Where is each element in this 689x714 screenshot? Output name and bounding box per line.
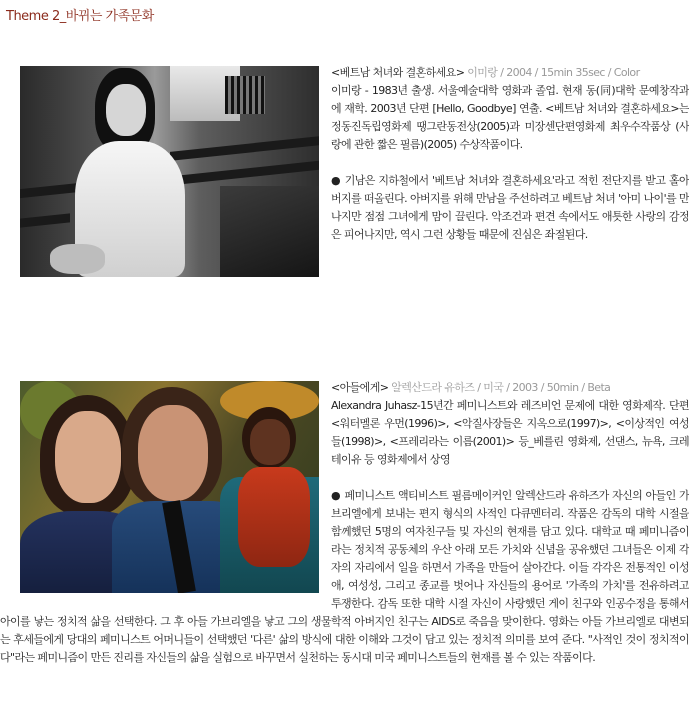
film-2-meta: 알렉산드라 유하즈 / 미국 / 2003 / 50min / Beta: [391, 381, 611, 394]
woman-left-face: [55, 411, 121, 503]
film-1-bio: 이미랑 - 1983년 출생. 서울예술대학 영화과 졸업. 현재 동(同)대학 문예창작과에 재학. 2003년 단편 [Hello, Goodbye] 연출. <베트남 처녀와 결혼하세요>는 정동진독립영화제 땡그란동전상(2005)과 미장센단편영화제 최우수작품상 (사랑에 관한 짧은 필름)(2005) 수상작품이다.: [331, 84, 689, 151]
baby-face: [250, 419, 290, 465]
film-entry-2: [0, 379, 689, 667]
pew: [20, 213, 70, 227]
aisle-floor: [220, 186, 319, 277]
film-2-bio: Alexandra Juhasz-15년간 페미니스트와 레즈비언 문제에 대한 영화제작. 단편<워터멜론 우먼(1996)>, <악질사장들은 지옥으로(1997)>, <이상적인 여성들(1998)>, <프레리라는 이름(2001)> 등_베를린 영화제, 선댄스, 뉴욕, 크레테이유 등 영화제에서 상영: [331, 399, 689, 466]
pew: [180, 161, 319, 185]
film-2-title: <아들에게>: [331, 381, 389, 394]
pew: [20, 183, 80, 198]
film-entry-1: [0, 64, 689, 283]
bullet-icon: ●: [331, 489, 341, 502]
theme-title: Theme 2_바뀌는 가족문화: [6, 9, 154, 24]
film-1-title: <베트남 처녀와 결혼하세요>: [331, 66, 465, 79]
film-1-still-photo: [20, 66, 319, 277]
bullet-icon: ●: [331, 174, 341, 187]
bookshelf: [225, 76, 265, 114]
woman-hands: [50, 244, 105, 274]
film-1-meta: 이미랑 / 2004 / 15min 35sec / Color: [467, 66, 640, 79]
pew: [170, 136, 319, 161]
film-2-synopsis: 페미니스트 액티비스트 필름메이커인 알렉산드라 유하즈가 자신의 아들인 가브리엘에게 보내는 편지 형식의 사적인 다큐멘터리. 작품은 감독의 대학 시절을 함께했던 5명의 여자친구들 및 자신의 현재를 담고 있다. 대학교 때 페미니즘이라는 정치적 공동체의 우산 아래 모든 가치와 신념을 공유했던 그녀들은 이제 각자의 자리에서 일을 하면서 가족을 만들어 살아간다. 이들 각각은 전통적인 이성애, 여성성, 그리고 종교를 벗어나 자신들의 용어로 '가족의 가치'를 전유하려고 투쟁한다. 감독 또한 대학 시절 자신이 사랑했던 게이 친구와 인공수정을 통해서 아이를 낳는 정치적 삶을 선택한다. 그 후 아들 가브리엘을 낳고 그의 생물학적 아버지인 친구는 AIDS로 죽음을 맞이한다. 영화는 아들 가브리엘로 대변되는 후세들에게 당대의 페미니스트 어머니들이 선택했던 '다른' 삶의 방식에 대한 이해와 그것이 담고 있는 정치적 의미를 보여 준다. "사적인 것이 정치적이다"라는 페미니즘이 만든 진리를 자신들의 삶을 실험으로 바꾸면서 실천하는 동시대 미국 페미니스트들의 현재를 볼 수 있는 작품이다.: [0, 489, 689, 664]
baby-red-outfit: [238, 467, 310, 567]
film-2-still-photo: [20, 381, 319, 593]
film-1-synopsis: 기남은 지하철에서 '베트남 처녀와 결혼하세요'라고 적힌 전단지를 받고 홀아버지를 떠올린다. 아버지를 위해 만남을 주선하려고 베트남 처녀 '아미 나이'를 만나지만 점점 그녀에게 맘이 끌린다. 악조건과 편견 속에서도 애틋한 사랑의 감정은 피어나지만, 역시 그런 상황들 때문에 진심은 좌절된다.: [331, 174, 689, 241]
woman-center-face: [138, 405, 208, 501]
woman-face: [106, 84, 146, 136]
